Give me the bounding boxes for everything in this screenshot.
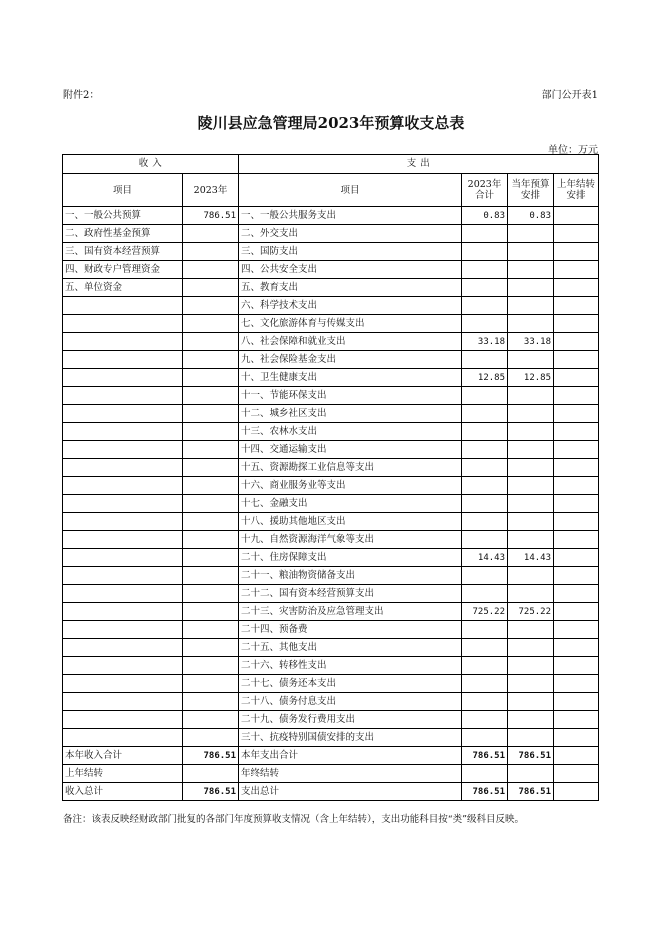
carryover-cell	[554, 549, 599, 567]
income-value-cell	[183, 621, 239, 639]
col-income-item: 项目	[63, 174, 183, 207]
table-row	[63, 639, 599, 657]
current-cell: 12.85	[508, 369, 554, 387]
expense-item-cell: 十五、资源勘探工业信息等支出	[239, 459, 462, 477]
expense-item-cell: 六、科学技术支出	[239, 297, 462, 315]
form-number: 部门公开表1	[541, 90, 598, 101]
income-value-cell	[183, 441, 239, 459]
carryover-cell	[554, 207, 599, 225]
table-row	[63, 585, 599, 603]
total-cell: 0.83	[462, 207, 508, 225]
expense-item-cell: 二十三、灾害防治及应急管理支出	[239, 603, 462, 621]
income-value-cell	[183, 459, 239, 477]
income-item-cell: 上年结转	[63, 765, 183, 783]
income-value-cell	[183, 405, 239, 423]
carryover-cell	[554, 315, 599, 333]
budget-table	[62, 154, 599, 801]
income-value-cell	[183, 513, 239, 531]
carryover-cell	[554, 243, 599, 261]
expense-item-cell: 二十六、转移性支出	[239, 657, 462, 675]
carryover-cell	[554, 567, 599, 585]
income-item-cell	[63, 495, 183, 513]
current-cell	[508, 477, 554, 495]
current-cell	[508, 495, 554, 513]
income-value-cell	[183, 729, 239, 747]
carryover-cell	[554, 297, 599, 315]
expense-item-cell: 十一、节能环保支出	[239, 387, 462, 405]
col-current: 当年预算安排	[508, 174, 554, 207]
table-row	[63, 621, 599, 639]
current-cell	[508, 531, 554, 549]
income-value-cell	[183, 495, 239, 513]
income-value-cell	[183, 711, 239, 729]
carryover-cell	[554, 261, 599, 279]
total-cell	[462, 765, 508, 783]
income-value-cell	[183, 549, 239, 567]
income-item-cell: 本年收入合计	[63, 747, 183, 765]
current-cell	[508, 657, 554, 675]
income-value-cell	[183, 531, 239, 549]
income-item-cell	[63, 657, 183, 675]
expense-item-cell: 一、一般公共服务支出	[239, 207, 462, 225]
carryover-cell	[554, 729, 599, 747]
summary-row	[63, 747, 599, 765]
table-row	[63, 513, 599, 531]
expense-item-cell: 七、文化旅游体育与传媒支出	[239, 315, 462, 333]
income-value-cell: 786.51	[183, 747, 239, 765]
table-row	[63, 369, 599, 387]
income-item-cell	[63, 369, 183, 387]
page-title: 陵川县应急管理局2023年预算收支总表	[197, 114, 465, 132]
expense-item-cell: 二十五、其他支出	[239, 639, 462, 657]
current-cell: 786.51	[508, 783, 554, 801]
income-value-cell	[183, 639, 239, 657]
income-item-cell	[63, 297, 183, 315]
income-item-cell	[63, 693, 183, 711]
total-cell	[462, 729, 508, 747]
carryover-cell	[554, 387, 599, 405]
income-value-cell	[183, 225, 239, 243]
income-item-cell: 五、单位资金	[63, 279, 183, 297]
income-item-cell: 四、财政专户管理资金	[63, 261, 183, 279]
current-cell	[508, 405, 554, 423]
current-cell	[508, 441, 554, 459]
current-cell	[508, 567, 554, 585]
income-item-cell	[63, 423, 183, 441]
carryover-cell	[554, 513, 599, 531]
carryover-cell	[554, 477, 599, 495]
income-item-cell	[63, 405, 183, 423]
table-row	[63, 225, 599, 243]
total-cell	[462, 387, 508, 405]
unit-label: 单位：万元	[548, 145, 598, 156]
current-cell	[508, 729, 554, 747]
carryover-cell	[554, 279, 599, 297]
current-cell: 725.22	[508, 603, 554, 621]
expense-item-cell: 年终结转	[239, 765, 462, 783]
income-item-cell	[63, 567, 183, 585]
current-cell	[508, 639, 554, 657]
expense-item-cell: 八、社会保障和就业支出	[239, 333, 462, 351]
total-cell	[462, 495, 508, 513]
table-row	[63, 549, 599, 567]
carryover-cell	[554, 747, 599, 765]
income-item-cell	[63, 675, 183, 693]
col-income-year: 2023年	[183, 174, 239, 207]
carryover-cell	[554, 783, 599, 801]
carryover-cell	[554, 585, 599, 603]
carryover-cell	[554, 423, 599, 441]
income-item-cell	[63, 315, 183, 333]
current-cell	[508, 225, 554, 243]
total-cell	[462, 351, 508, 369]
income-item-cell: 二、政府性基金预算	[63, 225, 183, 243]
total-cell	[462, 531, 508, 549]
carryover-cell	[554, 675, 599, 693]
income-value-cell	[183, 297, 239, 315]
table-row	[63, 459, 599, 477]
current-cell	[508, 621, 554, 639]
total-cell	[462, 459, 508, 477]
income-value-cell	[183, 585, 239, 603]
income-item-cell	[63, 459, 183, 477]
expense-item-cell: 二十八、债务付息支出	[239, 693, 462, 711]
expense-item-cell: 二十二、国有资本经营预算支出	[239, 585, 462, 603]
expense-item-cell: 十四、交通运输支出	[239, 441, 462, 459]
total-cell	[462, 585, 508, 603]
total-cell	[462, 405, 508, 423]
table-row	[63, 387, 599, 405]
income-item-cell	[63, 711, 183, 729]
income-item-cell	[63, 477, 183, 495]
income-item-cell	[63, 351, 183, 369]
current-cell: 0.83	[508, 207, 554, 225]
carryover-cell	[554, 351, 599, 369]
carryover-cell	[554, 225, 599, 243]
total-cell: 12.85	[462, 369, 508, 387]
income-value-cell	[183, 315, 239, 333]
expense-item-cell: 二十、住房保障支出	[239, 549, 462, 567]
expense-item-cell: 十、卫生健康支出	[239, 369, 462, 387]
income-value-cell	[183, 423, 239, 441]
table-row	[63, 495, 599, 513]
expense-item-cell: 十九、自然资源海洋气象等支出	[239, 531, 462, 549]
income-item-cell: 三、国有资本经营预算	[63, 243, 183, 261]
table-row	[63, 207, 599, 225]
income-item-cell	[63, 621, 183, 639]
current-cell	[508, 423, 554, 441]
income-value-cell	[183, 477, 239, 495]
income-item-cell	[63, 603, 183, 621]
table-row	[63, 657, 599, 675]
carryover-cell	[554, 531, 599, 549]
column-header-row	[63, 174, 599, 207]
table-row	[63, 531, 599, 549]
expense-item-cell: 二十一、粮油物资储备支出	[239, 567, 462, 585]
current-cell: 33.18	[508, 333, 554, 351]
income-item-cell	[63, 729, 183, 747]
table-row	[63, 297, 599, 315]
table-row	[63, 261, 599, 279]
table-row	[63, 693, 599, 711]
carryover-cell	[554, 765, 599, 783]
carryover-cell	[554, 711, 599, 729]
table-row	[63, 405, 599, 423]
carryover-cell	[554, 405, 599, 423]
income-value-cell	[183, 333, 239, 351]
income-item-cell: 一、一般公共预算	[63, 207, 183, 225]
income-item-cell	[63, 639, 183, 657]
total-cell	[462, 477, 508, 495]
income-value-cell	[183, 243, 239, 261]
income-value-cell	[183, 765, 239, 783]
total-cell	[462, 423, 508, 441]
summary-row	[63, 765, 599, 783]
current-cell	[508, 513, 554, 531]
expense-item-cell: 二十七、债务还本支出	[239, 675, 462, 693]
total-cell	[462, 315, 508, 333]
income-value-cell	[183, 369, 239, 387]
current-cell	[508, 261, 554, 279]
expense-item-cell: 九、社会保险基金支出	[239, 351, 462, 369]
current-cell	[508, 693, 554, 711]
total-cell	[462, 675, 508, 693]
expense-item-cell: 支出总计	[239, 783, 462, 801]
table-row	[63, 567, 599, 585]
table-row	[63, 351, 599, 369]
expense-item-cell: 十六、商业服务业等支出	[239, 477, 462, 495]
carryover-cell	[554, 495, 599, 513]
expense-group-header: 支 出	[239, 155, 599, 174]
expense-item-cell: 十八、援助其他地区支出	[239, 513, 462, 531]
income-group-header: 收 入	[63, 155, 239, 174]
income-value-cell: 786.51	[183, 783, 239, 801]
total-cell	[462, 261, 508, 279]
expense-item-cell: 四、公共安全支出	[239, 261, 462, 279]
expense-item-cell: 三十、抗疫特别国债安排的支出	[239, 729, 462, 747]
current-cell	[508, 585, 554, 603]
total-cell: 786.51	[462, 783, 508, 801]
income-value-cell	[183, 675, 239, 693]
carryover-cell	[554, 621, 599, 639]
expense-item-cell: 本年支出合计	[239, 747, 462, 765]
expense-item-cell: 十二、城乡社区支出	[239, 405, 462, 423]
income-item-cell: 收入总计	[63, 783, 183, 801]
total-cell: 786.51	[462, 747, 508, 765]
table-row	[63, 423, 599, 441]
current-cell	[508, 243, 554, 261]
expense-item-cell: 五、教育支出	[239, 279, 462, 297]
income-item-cell	[63, 531, 183, 549]
table-row	[63, 603, 599, 621]
carryover-cell	[554, 459, 599, 477]
total-cell	[462, 441, 508, 459]
table-row	[63, 333, 599, 351]
income-value-cell	[183, 603, 239, 621]
total-cell	[462, 657, 508, 675]
col-expense-item: 项目	[239, 174, 462, 207]
current-cell: 786.51	[508, 747, 554, 765]
income-value-cell	[183, 387, 239, 405]
table-row	[63, 441, 599, 459]
current-cell	[508, 765, 554, 783]
income-item-cell	[63, 549, 183, 567]
current-cell	[508, 387, 554, 405]
income-value-cell	[183, 279, 239, 297]
income-value-cell	[183, 261, 239, 279]
total-cell	[462, 243, 508, 261]
carryover-cell	[554, 369, 599, 387]
income-value-cell	[183, 657, 239, 675]
carryover-cell	[554, 693, 599, 711]
total-cell	[462, 567, 508, 585]
table-row	[63, 729, 599, 747]
income-value-cell	[183, 351, 239, 369]
attachment-label: 附件2：	[63, 90, 100, 101]
income-value-cell: 786.51	[183, 207, 239, 225]
current-cell	[508, 351, 554, 369]
group-header-row	[63, 155, 599, 174]
carryover-cell	[554, 333, 599, 351]
total-cell	[462, 639, 508, 657]
table-row	[63, 675, 599, 693]
expense-item-cell: 二、外交支出	[239, 225, 462, 243]
income-item-cell	[63, 513, 183, 531]
carryover-cell	[554, 657, 599, 675]
summary-row	[63, 783, 599, 801]
expense-item-cell: 二十四、预备费	[239, 621, 462, 639]
total-cell	[462, 225, 508, 243]
current-cell	[508, 675, 554, 693]
total-cell: 33.18	[462, 333, 508, 351]
current-cell: 14.43	[508, 549, 554, 567]
footnote: 备注：该表反映经财政部门批复的各部门年度预算收支情况（含上年结转），支出功能科目按“类”级科目反映。	[63, 814, 524, 825]
current-cell	[508, 711, 554, 729]
table-row	[63, 711, 599, 729]
total-cell	[462, 621, 508, 639]
col-total: 2023年合计	[462, 174, 508, 207]
table-row	[63, 243, 599, 261]
carryover-cell	[554, 639, 599, 657]
total-cell: 725.22	[462, 603, 508, 621]
income-item-cell	[63, 441, 183, 459]
carryover-cell	[554, 441, 599, 459]
expense-item-cell: 十七、金融支出	[239, 495, 462, 513]
income-value-cell	[183, 693, 239, 711]
current-cell	[508, 279, 554, 297]
total-cell	[462, 693, 508, 711]
expense-item-cell: 三、国防支出	[239, 243, 462, 261]
current-cell	[508, 297, 554, 315]
expense-item-cell: 二十九、债务发行费用支出	[239, 711, 462, 729]
income-item-cell	[63, 387, 183, 405]
expense-item-cell: 十三、农林水支出	[239, 423, 462, 441]
total-cell: 14.43	[462, 549, 508, 567]
total-cell	[462, 279, 508, 297]
total-cell	[462, 297, 508, 315]
income-item-cell	[63, 333, 183, 351]
table-row	[63, 279, 599, 297]
table-row	[63, 315, 599, 333]
current-cell	[508, 459, 554, 477]
carryover-cell	[554, 603, 599, 621]
total-cell	[462, 513, 508, 531]
table-row	[63, 477, 599, 495]
income-value-cell	[183, 567, 239, 585]
total-cell	[462, 711, 508, 729]
col-carryover: 上年结转安排	[554, 174, 599, 207]
income-item-cell	[63, 585, 183, 603]
current-cell	[508, 315, 554, 333]
